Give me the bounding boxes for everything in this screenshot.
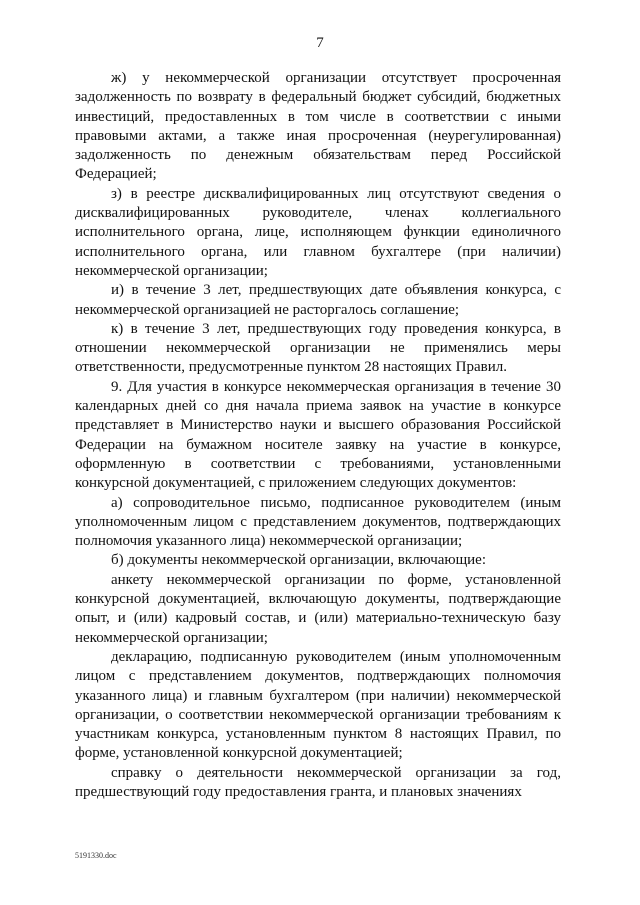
paragraph-a: а) сопроводительное письмо, подписанное руководителем (иным уполномоченным лицом с представлением документов, подтверждающих полномочия указанного лица) некоммерческой организации; bbox=[75, 494, 561, 550]
document-body bbox=[75, 69, 561, 802]
paragraph-anketa: анкету некоммерческой организации по форме, установленной конкурсной документацией, включающую документы, подтверждающие опыт, и (или) кадровый состав, и (или) материально-техническую базу некоммерческой организации; bbox=[75, 571, 561, 646]
paragraph-zh: ж) у некоммерческой организации отсутствует просроченная задолженность по возврату в федеральный бюджет субсидий, бюджетных инвестиций, предоставленных в том числе в соответствии с иными правовыми актами, а также иная просроченная (неурегулированная) задолженность по денежным обязательствам перед Российской Федерацией; bbox=[75, 70, 561, 183]
paragraph-declaration: декларацию, подписанную руководителем (иным уполномоченным лицом с представлением документов, подтверждающих полномочия указанного лица) и главным бухгалтером (при наличии) некоммерческой организации, о соответствии некоммерческой организации требованиям к участникам конкурса, установленным пунктом 8 настоящих Правил, по форме, установленной конкурсной документацией; bbox=[75, 648, 561, 762]
paragraph-b: б) документы некоммерческой организации, включающие: bbox=[111, 552, 487, 569]
footer-filename: 5191330.doc bbox=[75, 851, 117, 860]
paragraph-i: и) в течение 3 лет, предшествующих дате объявления конкурса, с некоммерческой организацией не расторгалось соглашение; bbox=[75, 282, 561, 318]
page-number: 7 bbox=[316, 35, 324, 51]
paragraph-9: 9. Для участия в конкурсе некоммерческая организация в течение 30 календарных дней со дня начала приема заявок на участие в конкурсе представляет в Министерство науки и высшего образования Российской Федерации на бумажном носителе заявку на участие в конкурсе, оформленную в соответствии с требованиями, установленными конкурсной документацией, с приложением следующих документов: bbox=[75, 378, 561, 492]
paragraph-spravka: справку о деятельности некоммерческой организации за год, предшествующий году предоставления гранта, и плановых значениях bbox=[75, 764, 561, 800]
paragraph-k: к) в течение 3 лет, предшествующих году проведения конкурса, в отношении некоммерческой организации не применялись меры ответственности, предусмотренные пунктом 28 настоящих Правил. bbox=[75, 320, 561, 376]
paragraph-z: з) в реестре дисквалифицированных лиц отсутствуют сведения о дисквалифицированных руководителе, членах коллегиального исполнительного органа, лице, исполняющем функции единоличного исполнительного органа, или главном бухгалтере (при наличии) некоммерческой организации; bbox=[75, 185, 561, 279]
